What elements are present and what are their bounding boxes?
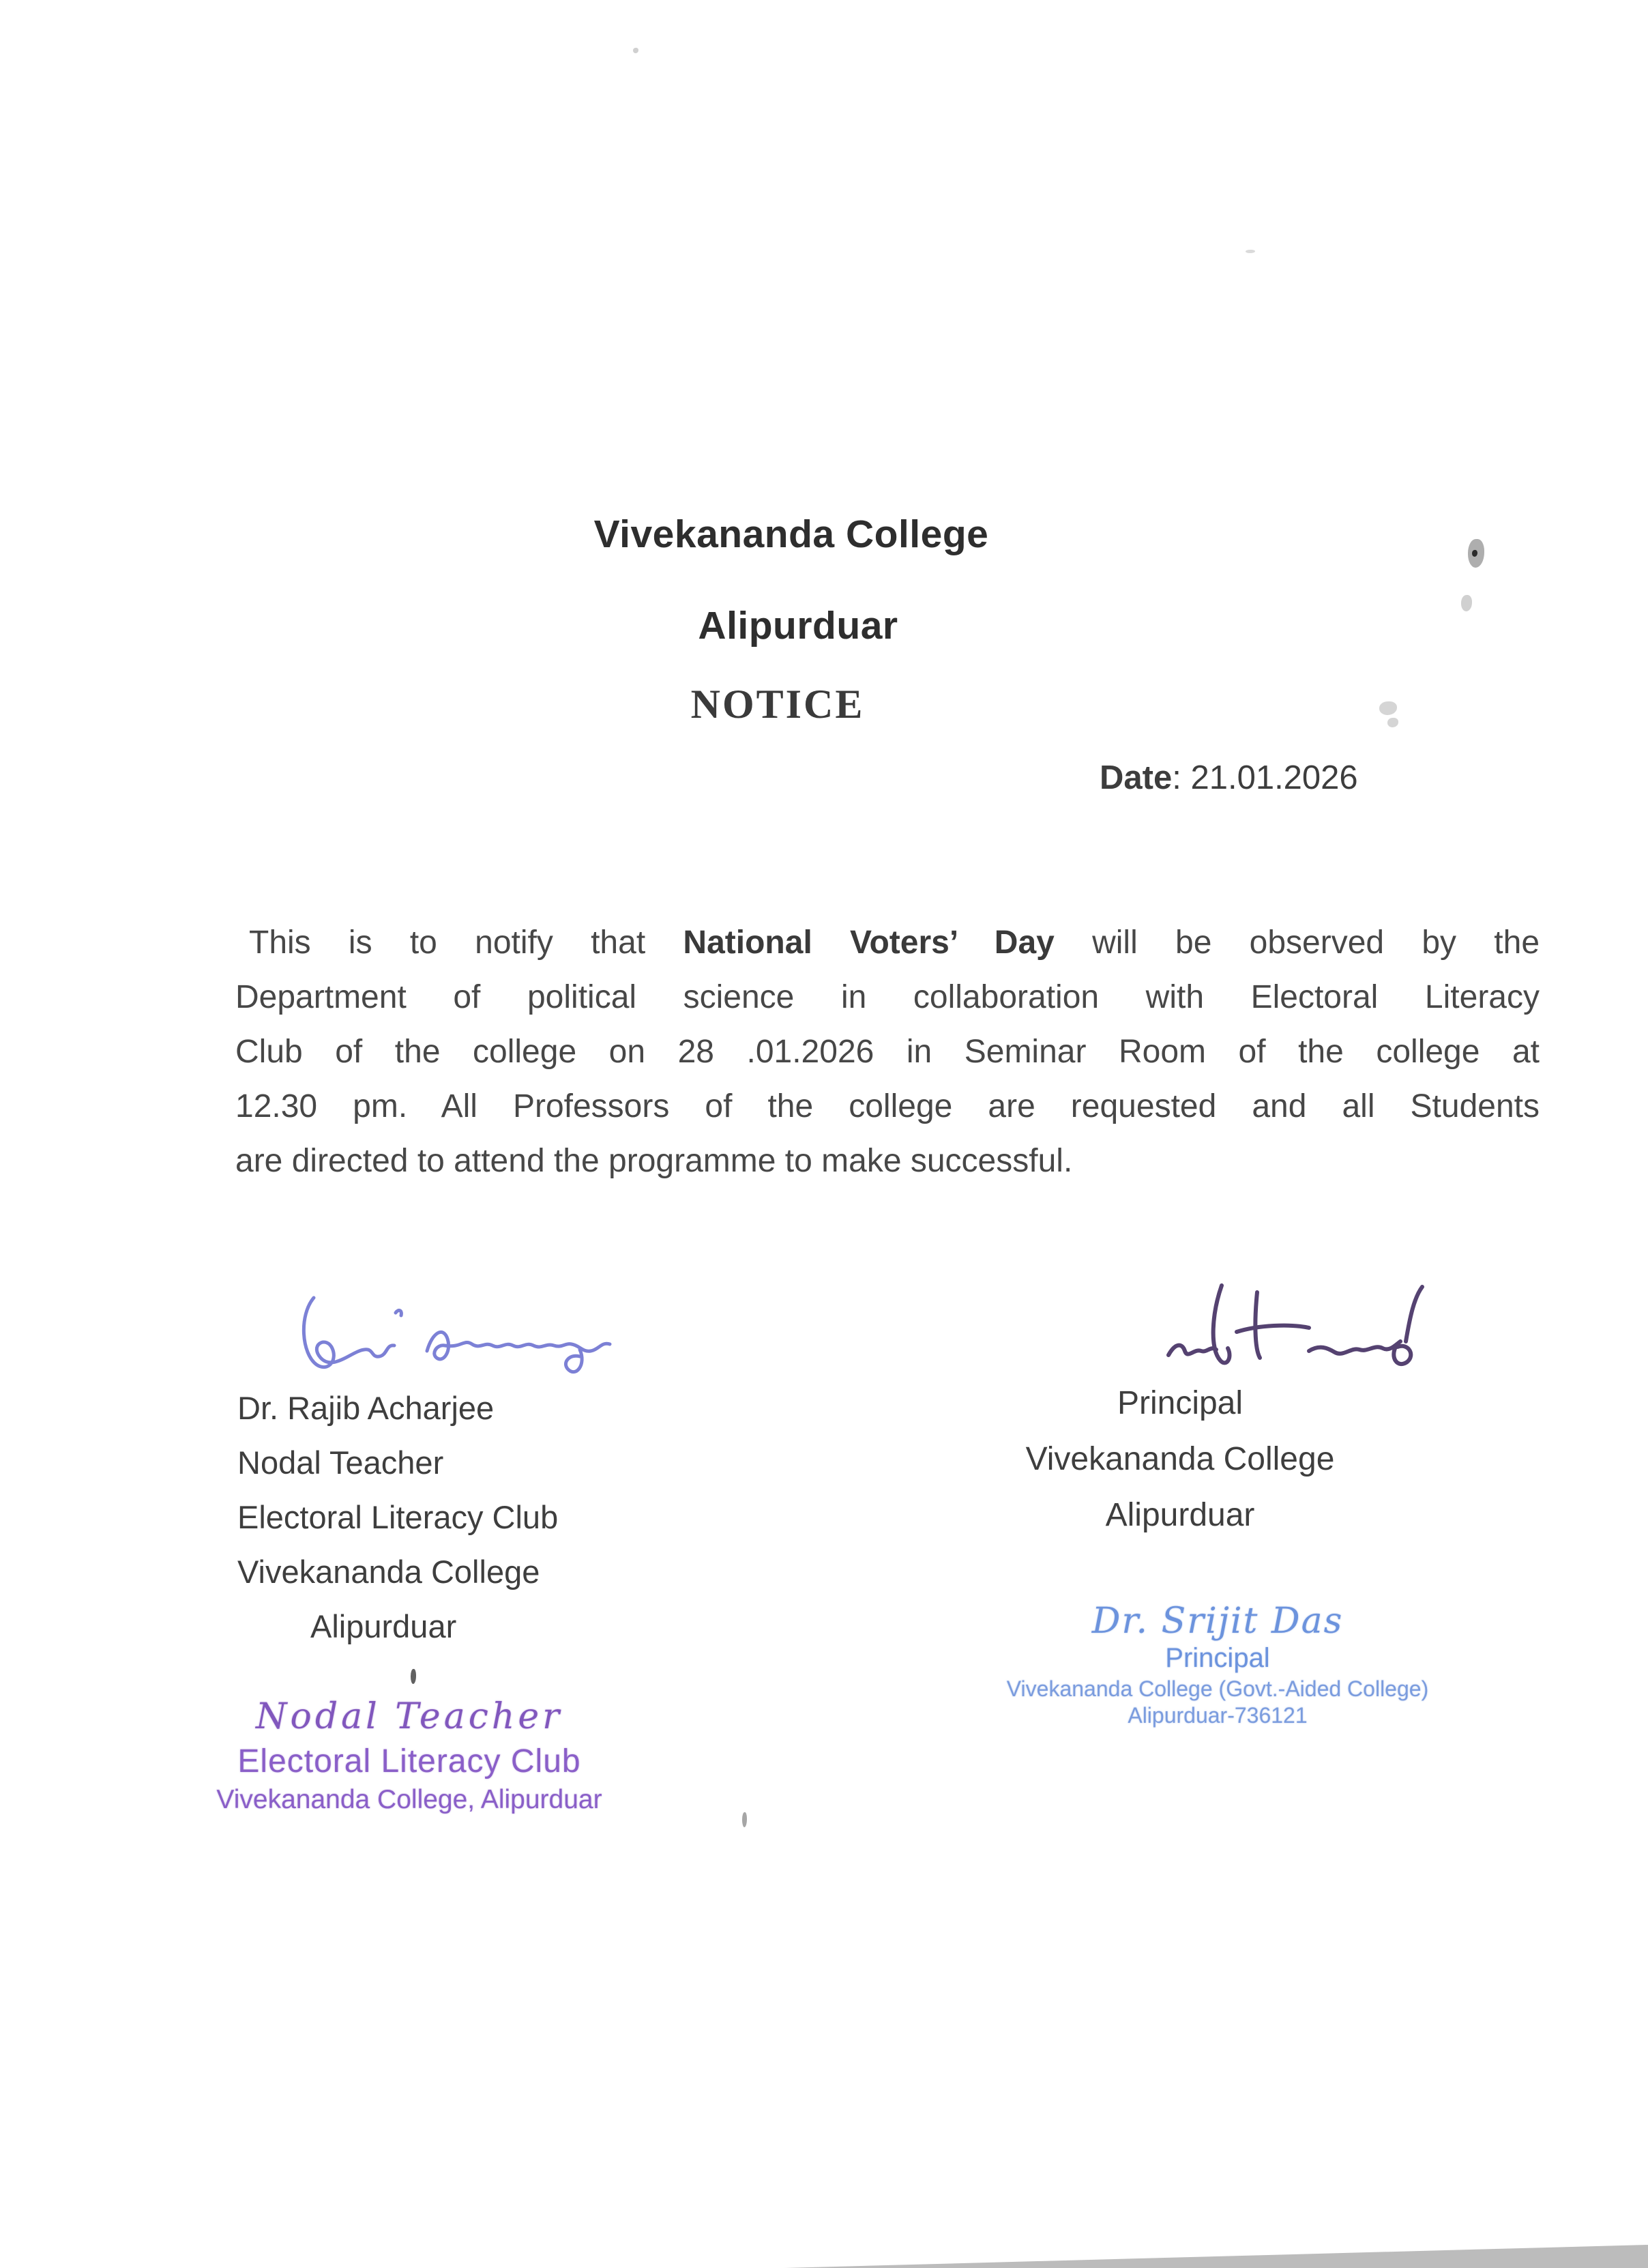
scan-speck bbox=[1379, 701, 1397, 715]
body-line-1-bold: National Voters’ Day bbox=[683, 925, 1055, 961]
body-line-4: 12.30 pm. All Professors of the college are requested and all Students bbox=[235, 1088, 1540, 1124]
body-line-1-pre: This is to notify that bbox=[249, 925, 683, 961]
right-signatory-role: Principal bbox=[1117, 1385, 1244, 1421]
date-line bbox=[1100, 759, 1358, 797]
nodal-teacher-stamp-club: Electoral Literacy Club bbox=[237, 1743, 581, 1779]
principal-stamp-place: Alipurduar-736121 bbox=[1128, 1703, 1308, 1728]
scan-speck bbox=[1387, 718, 1398, 727]
scan-speck bbox=[742, 1812, 747, 1827]
principal-stamp bbox=[996, 1601, 1439, 1728]
college-name-heading: Vivekananda College bbox=[593, 512, 989, 556]
body-line-5: are directed to attend the programme to make successful. bbox=[235, 1143, 1073, 1179]
principal-stamp-role: Principal bbox=[1165, 1643, 1270, 1673]
date-value: : 21.01.2026 bbox=[1172, 759, 1358, 796]
body-line-1-post: will be observed by the bbox=[1054, 925, 1540, 961]
left-signatory-club: Electoral Literacy Club bbox=[237, 1499, 559, 1535]
scan-speck bbox=[1461, 595, 1472, 611]
nodal-teacher-stamp-role: Nodal Teacher bbox=[256, 1696, 563, 1737]
scan-speck bbox=[411, 1669, 416, 1684]
right-signatory-block bbox=[975, 1376, 1385, 1543]
principal-stamp-name: Dr. Srijit Das bbox=[1091, 1601, 1344, 1642]
left-signatory-name: Dr. Rajib Acharjee bbox=[237, 1390, 495, 1426]
scan-edge-artifact bbox=[0, 2241, 1648, 2268]
date-label: Date bbox=[1100, 759, 1173, 796]
notice-body bbox=[235, 916, 1540, 1189]
principal-signature bbox=[1156, 1275, 1429, 1384]
rajib-acharjee-signature bbox=[293, 1288, 634, 1391]
right-signatory-place: Alipurduar bbox=[1105, 1497, 1255, 1533]
college-place-heading: Alipurduar bbox=[698, 604, 898, 648]
left-signatory-role: Nodal Teacher bbox=[237, 1444, 444, 1481]
nodal-teacher-stamp bbox=[198, 1696, 621, 1815]
body-line-1 bbox=[235, 916, 1540, 970]
body-line-2: Department of political science in collaboration with Electoral Literacy bbox=[235, 979, 1540, 1015]
notice-title: NOTICE bbox=[690, 682, 865, 727]
scan-speck bbox=[633, 48, 638, 53]
body-line-3: Club of the college on 28 .01.2026 in Seminar Room of the college at bbox=[235, 1034, 1540, 1070]
left-signatory-college: Vivekananda College bbox=[237, 1554, 540, 1590]
right-signatory-college: Vivekananda College bbox=[1025, 1441, 1335, 1477]
principal-stamp-college: Vivekananda College (Govt.-Aided College) bbox=[1006, 1676, 1429, 1701]
nodal-teacher-stamp-college: Vivekananda College, Alipurduar bbox=[216, 1785, 602, 1814]
left-signatory-place: Alipurduar bbox=[310, 1608, 457, 1644]
scan-speck bbox=[1246, 250, 1255, 253]
left-signatory-block bbox=[237, 1381, 558, 1654]
